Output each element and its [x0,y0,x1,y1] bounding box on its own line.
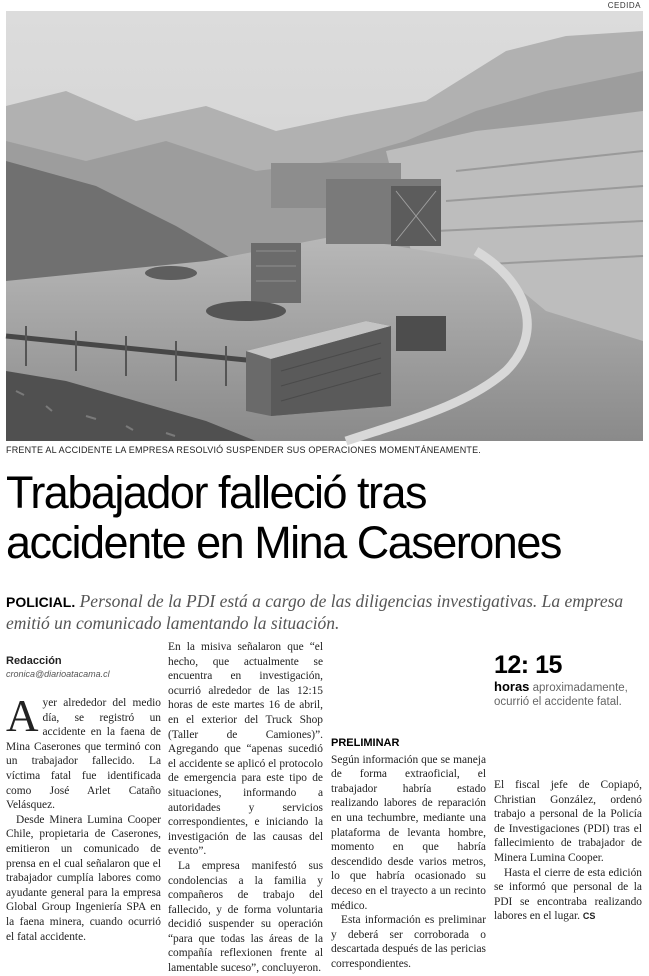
dropcap: A [6,691,39,741]
deck-text: Personal de la PDI está a cargo de las diligencias investigativas. La empresa emitió un comunicado lamentando la situación. [6,591,624,633]
paragraph: Desde Minera Lumina Cooper Chile, propietaria de Caserones, emitieron un comunicado de prensa en el cual señalaron que el trabajador cumplía labores como ayudante general para la empresa Global Group Ingeniería SPA en la faena minera, cuando ocurrió el fatal accidente. [6,813,161,943]
mine-photo-illustration [6,11,643,441]
deck-kicker: POLICIAL. [6,594,76,610]
column-3 [331,640,486,972]
byline-author: Redacción [6,655,62,667]
end-mark: CS [582,911,596,922]
photo-credit: CEDIDA [607,1,641,10]
highlight-text: horas aproximadamente, ocurrió el accidente fatal. [494,679,628,708]
paragraph-lead: Ayer alrededor del medio día, se registró un accidente en la faena de Mina Caserones que terminó con un trabajador fallecido. La víctima fatal fue identificada como José Arlet Cataño Velásquez. [6,691,161,812]
photo-caption: FRENTE AL ACCIDENTE LA EMPRESA RESOLVIÓ SUSPENDER SUS OPERACIONES MOMENTÁNEAMENTE. [6,445,481,455]
headline-line-1: Trabajador falleció tras [6,467,427,518]
deck [6,591,643,634]
paragraph: En la misiva señalaron que “el hecho, que actualmente se encuentra en investigación, ocurrió alrededor de las 12:15 horas de este martes 16 de abril, en el exterior del Truck Shop (Taller de Camiones)”. Agregando que “apenas sucedió el accidente se aplicó el protocolo de emergencia para este tipo de situaciones, informando a autoridades y servicios correspondientes, e iniciando la investigación de las causas del evento”. [168,641,323,858]
paragraph: Según información que se maneja de forma extraoficial, el trabajador habría estado realizando labores de reparación en una techumbre, mediante una plataforma de levanta hombre, momento en que habría descendido desde varios metros, lo que habría ocasionado su deceso en el trayecto a un recinto médico. [331,753,486,912]
column-1 [6,654,161,944]
column-2 [168,640,323,976]
subhead-preliminar: PRELIMINAR [331,737,400,749]
highlight-box [494,650,642,709]
mine-photo [6,11,643,441]
headline-line-2: accidente en Mina Caserones [6,517,561,568]
headline [6,468,643,568]
paragraph: La empresa manifestó sus condolencias a la familia y compañeros de trabajo del fallecido, y de forma voluntaria decidió suspender su operación “para que todas las áreas de la compañía reflexionen frente al lamentable suceso”, concluyeron. [168,859,323,975]
highlight-number: 12: 15 [494,651,562,679]
column-4 [494,778,642,924]
byline-email[interactable]: cronica@diarioatacama.cl [6,669,110,679]
paragraph: El fiscal jefe de Copiapó, Christian González, ordenó trabajo a personal de la Policía de Investigaciones (PDI) tras el fallecimiento de trabajador de Minera Lumina Cooper. [494,779,642,864]
paragraph: Esta información es preliminar y deberá ser corroborada o descartada después de las pericias correspondientes. [331,914,486,970]
paragraph: Hasta el cierre de esta edición se informó que personal de la PDI se encontraba realizando labores en el lugar. CS [494,866,642,923]
highlight-unit: horas [494,679,530,694]
